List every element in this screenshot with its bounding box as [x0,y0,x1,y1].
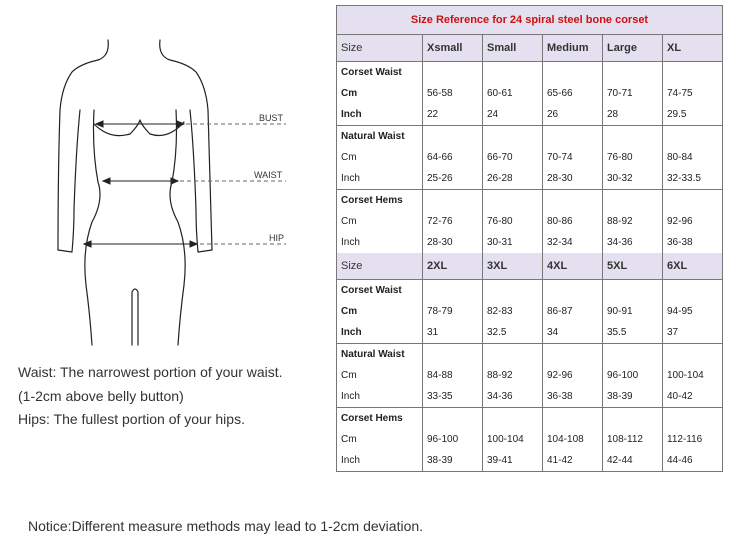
empty-cell [543,190,603,212]
unit-label-inch: Inch [337,168,423,190]
measure-cell: 41-42 [543,450,603,472]
section-row [337,408,723,430]
section-row [337,344,723,366]
measure-cell: 94-95 [663,301,723,322]
empty-cell [423,126,483,148]
measure-cell: 31 [423,322,483,344]
measure-cell: 34 [543,322,603,344]
size-header-cell: 4XL [543,253,603,280]
figure-right-arm-outer [208,110,212,250]
empty-cell [423,62,483,84]
figure-torso-right [170,110,185,345]
measure-row-cm [337,83,723,104]
measure-cell: 70-74 [543,147,603,168]
size-header-label: Size [337,35,423,62]
measure-cell: 25-26 [423,168,483,190]
empty-cell [663,62,723,84]
empty-cell [543,408,603,430]
measure-cell: 28 [603,104,663,126]
empty-cell [603,408,663,430]
empty-cell [483,62,543,84]
empty-cell [423,190,483,212]
measure-cell: 96-100 [603,365,663,386]
section-row [337,126,723,148]
unit-label-inch: Inch [337,322,423,344]
measure-cell: 42-44 [603,450,663,472]
measure-cell: 82-83 [483,301,543,322]
measure-cell: 64-66 [423,147,483,168]
measure-cell: 39-41 [483,450,543,472]
measure-cell: 60-61 [483,83,543,104]
waist-note: Waist: The narrowest portion of your waist. [18,364,283,380]
deviation-notice: Notice:Different measure methods may lead to 1-2cm deviation. [28,518,424,534]
empty-cell [543,280,603,302]
measure-row-inch [337,450,723,472]
body-measurement-figure [0,0,330,350]
size-header-cell: XL [663,35,723,62]
size-header-cell: Medium [543,35,603,62]
empty-cell [603,344,663,366]
unit-label-cm: Cm [337,429,423,450]
unit-label-inch: Inch [337,232,423,253]
empty-cell [543,126,603,148]
section-name: Natural Waist [337,126,423,148]
measure-row-inch [337,168,723,190]
empty-cell [663,344,723,366]
measure-cell: 36-38 [543,386,603,408]
measure-cell: 72-76 [423,211,483,232]
figure-left-hand [58,210,74,252]
empty-cell [603,126,663,148]
empty-cell [543,344,603,366]
size-header-row [337,35,723,62]
measure-cell: 29.5 [663,104,723,126]
figure-right-shoulder [160,40,208,110]
empty-cell [423,408,483,430]
waist-label: WAIST [254,170,283,180]
size-header-cell: 2XL [423,253,483,280]
section-name: Corset Hems [337,190,423,212]
measure-cell: 30-32 [603,168,663,190]
measure-cell: 100-104 [663,365,723,386]
size-reference-table [336,5,723,472]
table-title: Size Reference for 24 spiral steel bone corset [337,6,723,35]
figure-left-arm-outer [58,110,60,250]
measure-cell: 90-91 [603,301,663,322]
measure-cell: 84-88 [423,365,483,386]
size-header-label: Size [337,253,423,280]
measure-cell: 80-84 [663,147,723,168]
unit-label-cm: Cm [337,301,423,322]
measure-cell: 92-96 [663,211,723,232]
unit-label-inch: Inch [337,104,423,126]
figure-torso-left [85,110,100,345]
measure-row-cm [337,211,723,232]
measure-cell: 40-42 [663,386,723,408]
measure-cell: 38-39 [423,450,483,472]
empty-cell [423,344,483,366]
hip-label: HIP [269,233,285,243]
measure-cell: 56-58 [423,83,483,104]
measure-cell: 44-46 [663,450,723,472]
measure-cell: 66-70 [483,147,543,168]
size-header-cell: Large [603,35,663,62]
empty-cell [603,280,663,302]
measure-cell: 32.5 [483,322,543,344]
measure-cell: 32-33.5 [663,168,723,190]
hips-note: Hips: The fullest portion of your hips. [18,411,245,427]
empty-cell [663,190,723,212]
empty-cell [483,344,543,366]
figure-left-arm-inner [74,110,80,210]
measure-row-inch [337,322,723,344]
measure-row-cm [337,429,723,450]
empty-cell [663,408,723,430]
measure-cell: 70-71 [603,83,663,104]
measure-cell: 38-39 [603,386,663,408]
measure-cell: 34-36 [603,232,663,253]
measure-cell: 76-80 [483,211,543,232]
unit-label-inch: Inch [337,450,423,472]
section-name: Corset Waist [337,62,423,84]
empty-cell [603,190,663,212]
measure-cell: 34-36 [483,386,543,408]
empty-cell [483,190,543,212]
empty-cell [543,62,603,84]
measure-cell: 26-28 [483,168,543,190]
measure-row-inch [337,104,723,126]
empty-cell [483,126,543,148]
measure-cell: 76-80 [603,147,663,168]
measure-row-cm [337,147,723,168]
measure-cell: 108-112 [603,429,663,450]
unit-label-cm: Cm [337,147,423,168]
measure-cell: 86-87 [543,301,603,322]
measure-cell: 28-30 [543,168,603,190]
measure-cell: 96-100 [423,429,483,450]
measure-cell: 35.5 [603,322,663,344]
figure-right-hand [196,210,212,252]
size-table-body [337,6,723,472]
waist-note-detail: (1-2cm above belly button) [18,388,184,404]
measure-row-inch [337,386,723,408]
unit-label-cm: Cm [337,211,423,232]
figure-left-shoulder [60,40,108,110]
measure-cell: 28-30 [423,232,483,253]
empty-cell [663,280,723,302]
figure-right-arm-inner [190,110,196,210]
measure-cell: 112-116 [663,429,723,450]
measure-cell: 37 [663,322,723,344]
section-row [337,62,723,84]
bust-label: BUST [259,113,284,123]
measure-cell: 104-108 [543,429,603,450]
measure-row-inch [337,232,723,253]
measure-cell: 36-38 [663,232,723,253]
section-row [337,280,723,302]
empty-cell [483,408,543,430]
measure-cell: 74-75 [663,83,723,104]
measure-cell: 88-92 [603,211,663,232]
empty-cell [603,62,663,84]
measure-row-cm [337,301,723,322]
measure-cell: 80-86 [543,211,603,232]
measure-row-cm [337,365,723,386]
size-header-cell: 3XL [483,253,543,280]
measure-cell: 30-31 [483,232,543,253]
size-header-cell: Small [483,35,543,62]
measure-cell: 22 [423,104,483,126]
size-header-cell: Xsmall [423,35,483,62]
section-row [337,190,723,212]
unit-label-inch: Inch [337,386,423,408]
unit-label-cm: Cm [337,365,423,386]
section-name: Corset Waist [337,280,423,302]
size-header-row [337,253,723,280]
measure-cell: 92-96 [543,365,603,386]
size-header-cell: 6XL [663,253,723,280]
measure-cell: 88-92 [483,365,543,386]
size-header-cell: 5XL [603,253,663,280]
empty-cell [423,280,483,302]
measure-cell: 65-66 [543,83,603,104]
measure-cell: 24 [483,104,543,126]
measure-cell: 32-34 [543,232,603,253]
measure-cell: 78-79 [423,301,483,322]
measure-cell: 33-35 [423,386,483,408]
measure-cell: 100-104 [483,429,543,450]
section-name: Corset Hems [337,408,423,430]
empty-cell [663,126,723,148]
unit-label-cm: Cm [337,83,423,104]
figure-left-leg-inner [132,289,138,345]
section-name: Natural Waist [337,344,423,366]
figure-bust-line [94,120,184,136]
measure-cell: 26 [543,104,603,126]
empty-cell [483,280,543,302]
